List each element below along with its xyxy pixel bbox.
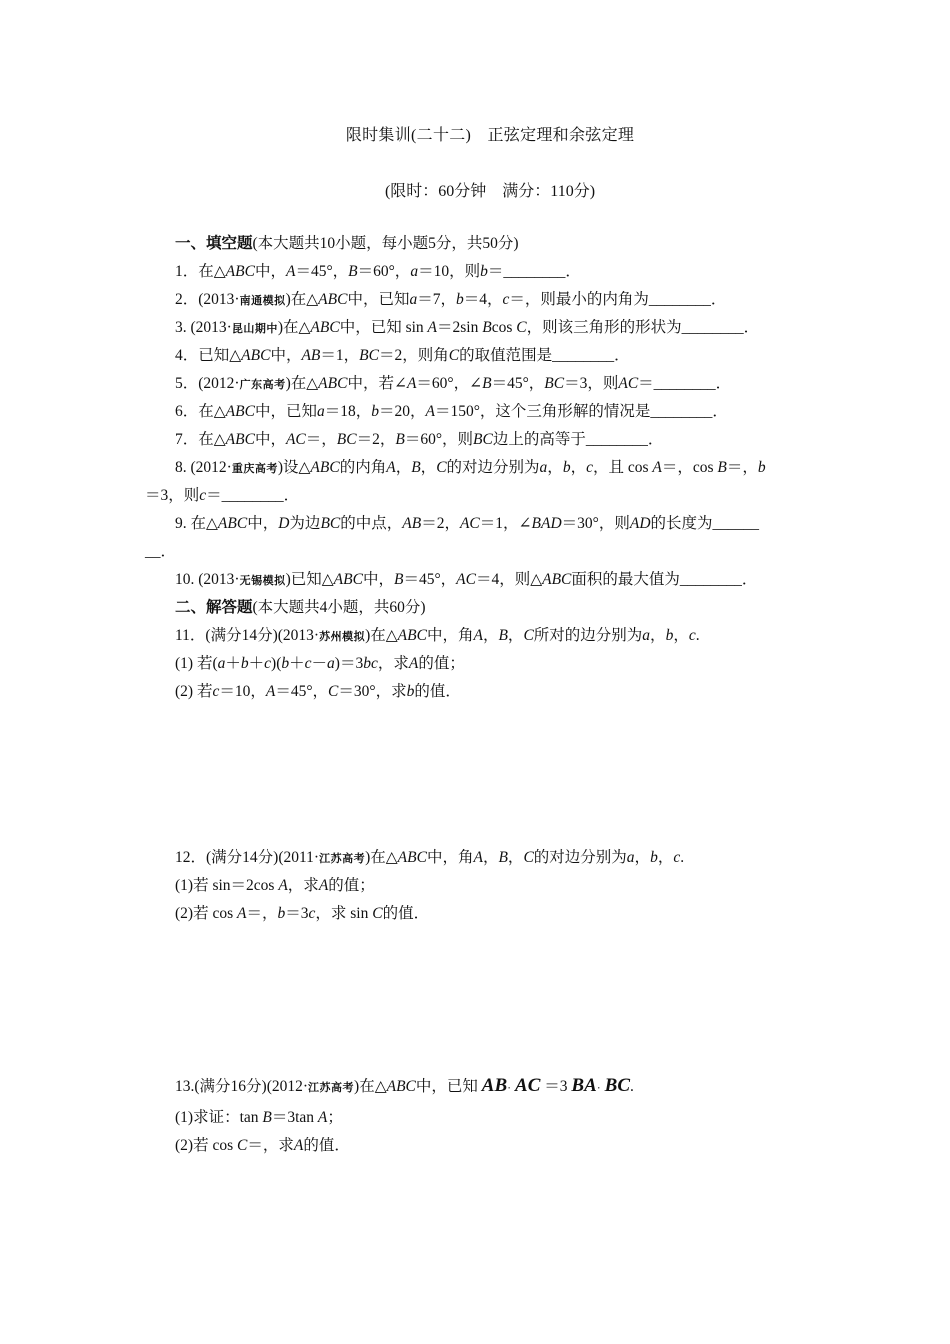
text-fragment: 中，已知 (254, 403, 317, 420)
text-fragment: . (695, 627, 700, 644)
text-fragment: B (498, 849, 508, 866)
question-7 (175, 430, 663, 450)
text-fragment: 6．在△ (175, 403, 226, 420)
text-fragment: 的长度为______ (650, 515, 760, 532)
text-fragment: － (311, 655, 328, 672)
text-fragment: B (262, 1109, 272, 1126)
text-fragment: )在△ (285, 375, 319, 392)
text-fragment: C (523, 849, 534, 866)
text-fragment: BC (359, 347, 379, 364)
text-fragment: 中，已知 (415, 1078, 478, 1095)
text-fragment: )＝3 (334, 655, 364, 672)
question-2 (175, 290, 726, 311)
question-6 (175, 402, 728, 422)
text-fragment: ＋ (225, 655, 241, 672)
text-fragment: ＝10，则 (418, 263, 481, 280)
question-10 (175, 570, 757, 591)
text-fragment: (2) 若 (175, 683, 213, 700)
text-fragment: 中， (362, 571, 394, 588)
text-fragment: A (408, 655, 419, 672)
question-8-continued (145, 486, 299, 506)
text-fragment: a (410, 263, 419, 280)
vector-ab: AB (481, 1075, 508, 1096)
text-fragment: B (717, 459, 727, 476)
text-fragment: A (317, 1109, 328, 1126)
text-fragment: ， (634, 849, 651, 866)
text-fragment: A (386, 459, 396, 476)
text-fragment: ＝60°，则 (404, 431, 474, 448)
text-fragment: ＝，cos (661, 459, 718, 476)
text-fragment: ＝18， (324, 403, 372, 420)
text-fragment: 的值． (382, 905, 430, 922)
text-fragment: (2)若 cos (175, 905, 237, 922)
dot-product-symbol: · (596, 1080, 601, 1095)
text-fragment: a (539, 459, 548, 476)
text-fragment: ＝45°， (403, 571, 457, 588)
text-fragment: ＝3 (285, 905, 309, 922)
text-fragment: 中，角 (426, 849, 474, 866)
text-fragment: 所对的边分别为 (533, 627, 643, 644)
text-fragment: A (237, 905, 247, 922)
text-fragment: AC (456, 571, 476, 588)
text-fragment: (1) 若( (175, 655, 218, 672)
question-12 (175, 848, 684, 869)
text-fragment: ， (657, 849, 674, 866)
text-fragment: AD (629, 515, 651, 532)
question-1 (175, 262, 581, 282)
text-fragment: ＝________． (487, 263, 581, 280)
text-fragment: c (502, 291, 510, 308)
text-fragment: B (482, 319, 492, 336)
text-fragment: b (277, 905, 286, 922)
text-fragment: . (680, 849, 685, 866)
text-fragment: · (507, 1080, 512, 1095)
text-fragment: ＝30°，则 (561, 515, 630, 532)
text-fragment: c (586, 459, 593, 476)
text-fragment: ABC (217, 515, 248, 532)
text-fragment: 的取值范围是________． (459, 347, 630, 364)
text-fragment: ABC (225, 263, 255, 280)
text-fragment: ＝，求 (247, 1137, 294, 1154)
text-fragment: )在△ (285, 291, 319, 308)
question-11-part-1 (175, 654, 465, 674)
text-fragment: ，求 (287, 877, 319, 894)
text-fragment: 10. (2013· (175, 571, 240, 588)
text-fragment: ，求 (377, 655, 409, 672)
question-13-part-2 (175, 1136, 350, 1156)
source-tag: 江苏高考 (319, 852, 366, 865)
text-fragment: B (482, 375, 492, 392)
text-fragment: bc (363, 655, 378, 672)
text-fragment: 的中点， (340, 515, 403, 532)
text-fragment: 4．已知△ (175, 347, 242, 364)
text-fragment: a (642, 627, 651, 644)
text-fragment: b (240, 655, 249, 672)
text-fragment: D (278, 515, 290, 532)
text-fragment: 中， (254, 263, 286, 280)
text-fragment: ＝4，则△ (475, 571, 543, 588)
text-fragment: a (327, 655, 335, 672)
text-fragment: A (285, 263, 296, 280)
text-fragment: 中， (254, 431, 286, 448)
text-fragment: )在△ (365, 849, 398, 866)
question-5 (175, 374, 731, 395)
text-fragment: A (406, 375, 417, 392)
text-fragment: ＝1， (320, 347, 360, 364)
source-tag: 昆山期中 (231, 322, 278, 335)
text-fragment: ＝45°， (491, 375, 545, 392)
text-fragment: ABC (333, 571, 363, 588)
text-fragment: . (630, 1078, 634, 1095)
text-fragment: ＝________． (206, 487, 300, 504)
text-fragment: BC (336, 431, 357, 448)
text-fragment: 13.(满分16分)(2012· (175, 1078, 309, 1095)
text-fragment: 9. 在△ (175, 515, 218, 532)
text-fragment: b (406, 683, 415, 700)
text-fragment: 的值． (414, 683, 461, 700)
text-fragment: ， (482, 627, 499, 644)
text-fragment: A (278, 877, 288, 894)
text-fragment: B (393, 571, 404, 588)
text-fragment: ， (507, 627, 524, 644)
question-13 (175, 1074, 634, 1100)
text-fragment: ＝________． (638, 375, 732, 392)
text-fragment: cos (491, 319, 517, 336)
section-heading-note: (本大题共10小题，每小题5分，共50分) (252, 235, 519, 252)
text-fragment: 的值； (418, 655, 465, 672)
text-fragment: )( (271, 655, 282, 672)
text-fragment: ABC (225, 403, 255, 420)
text-fragment: b (562, 459, 571, 476)
text-fragment: ＝2， (356, 431, 396, 448)
text-fragment: (1)求证：tan (175, 1109, 263, 1126)
text-fragment: ，求 sin (315, 905, 373, 922)
text-fragment: ABC (225, 431, 255, 448)
text-fragment: )在△ (354, 1078, 387, 1095)
text-fragment: A (473, 849, 483, 866)
text-fragment: ＝30°，求 (338, 683, 407, 700)
text-fragment: 5．(2012· (175, 375, 240, 392)
text-fragment: C (436, 459, 447, 476)
text-fragment: c (688, 627, 696, 644)
text-fragment: 8. (2012· (175, 459, 232, 476)
text-fragment: ， (420, 459, 437, 476)
text-fragment: AB (301, 347, 321, 364)
text-fragment: 边上的高等于________． (492, 431, 664, 448)
text-fragment: ＝2sin (437, 319, 483, 336)
text-fragment: BC (320, 515, 341, 532)
text-fragment: b (371, 403, 379, 420)
text-fragment: ＝2， (421, 515, 460, 532)
text-fragment: c (304, 655, 312, 672)
text-fragment: BC (544, 375, 565, 392)
text-fragment: 中，若∠ (347, 375, 407, 392)
vector-bc: BC (604, 1075, 630, 1096)
text-fragment: b (650, 849, 658, 866)
text-fragment: AC (285, 431, 306, 448)
text-fragment: 中，角 (426, 627, 474, 644)
text-fragment: ＝， (305, 431, 337, 448)
text-fragment: A (473, 627, 483, 644)
document-title: 限时集训(二十二) 正弦定理和余弦定理 (345, 127, 635, 144)
text-fragment: C (448, 347, 460, 364)
section-heading-label: 一、填空题 (175, 235, 253, 252)
text-fragment: ＝， (246, 905, 278, 922)
text-fragment: ， (482, 849, 499, 866)
source-tag: 广东高考 (239, 378, 286, 391)
question-8 (175, 458, 766, 479)
text-fragment: 2．(2013· (175, 291, 240, 308)
text-fragment: A (427, 319, 438, 336)
text-fragment: B (348, 263, 358, 280)
question-4 (175, 346, 630, 366)
text-fragment: 的对边分别为 (533, 849, 627, 866)
text-fragment: ＝7， (417, 291, 456, 308)
question-11-part-2 (175, 682, 461, 702)
text-fragment: ABC (241, 347, 271, 364)
text-fragment: ABC (310, 459, 340, 476)
text-fragment: 3. (2013· (175, 319, 232, 336)
text-fragment: B (411, 459, 421, 476)
text-fragment: ＝60°， (357, 263, 411, 280)
text-fragment: ＝4， (463, 291, 503, 308)
text-fragment: ＝3，则 (564, 375, 619, 392)
text-fragment: A (318, 877, 329, 894)
text-fragment: ， (673, 627, 689, 644)
text-fragment: 为边 (289, 515, 321, 532)
text-fragment: C (516, 319, 527, 336)
text-fragment: )在△ (277, 319, 311, 336)
text-fragment: ＝3 (544, 1078, 568, 1095)
text-fragment: 的值． (303, 1137, 350, 1154)
text-fragment: ， (507, 849, 524, 866)
text-fragment: ABC (542, 571, 572, 588)
text-fragment: b (480, 263, 488, 280)
source-tag: 无锡模拟 (239, 574, 286, 587)
text-fragment: BAD (531, 515, 562, 532)
text-fragment: C (523, 627, 534, 644)
text-fragment: B (498, 627, 508, 644)
source-tag: 南通模拟 (239, 294, 286, 307)
text-fragment: )已知△ (285, 571, 334, 588)
text-fragment: ＝，则最小的内角为________． (509, 291, 727, 308)
text-fragment: ， (547, 459, 563, 476)
text-fragment: C (237, 1137, 248, 1154)
text-fragment: ＝150°，这个三角形解的情况是________． (434, 403, 728, 420)
text-fragment: 中， (247, 515, 279, 532)
text-fragment: b (665, 627, 674, 644)
question-9-continued (145, 542, 176, 562)
text-fragment: AC (459, 515, 480, 532)
text-fragment: ＝3，则 (145, 487, 200, 504)
text-fragment: ABC (397, 849, 427, 866)
text-fragment: ， (570, 459, 587, 476)
text-fragment: (1)若 sin＝2cos (175, 877, 279, 894)
text-fragment: a (626, 849, 635, 866)
question-11 (175, 626, 700, 647)
text-fragment: 中，已知 sin (339, 319, 428, 336)
text-fragment: ＝1，∠ (479, 515, 532, 532)
text-fragment: ＝60°，∠ (416, 375, 483, 392)
text-fragment: C (372, 905, 383, 922)
text-fragment: 面积的最大值为________． (571, 571, 758, 588)
question-12-part-1 (175, 876, 375, 896)
text-fragment: A (265, 683, 276, 700)
text-fragment: 中，已知 (347, 291, 410, 308)
text-fragment: c (308, 905, 316, 922)
text-fragment: ， (395, 459, 412, 476)
vector-ba: BA (571, 1075, 597, 1096)
document-subtitle: (限时：60分钟 满分：110分) (384, 183, 596, 200)
text-fragment: ＝45°， (295, 263, 349, 280)
text-fragment: ＝10， (219, 683, 266, 700)
question-13-part-1 (175, 1108, 343, 1128)
text-fragment: ABC (310, 319, 340, 336)
source-tag: 苏州模拟 (319, 630, 366, 643)
text-fragment: a (316, 403, 325, 420)
text-fragment: (2)若 cos (175, 1137, 237, 1154)
text-fragment: AB (402, 515, 422, 532)
text-fragment: ＋ (289, 655, 305, 672)
text-fragment: 11．(满分14分)(2013· (175, 627, 320, 644)
text-fragment: )设△ (277, 459, 311, 476)
text-fragment: ， (650, 627, 666, 644)
text-fragment: b (455, 291, 464, 308)
text-fragment: 7．在△ (175, 431, 226, 448)
text-fragment: BC (473, 431, 493, 448)
text-fragment: 12．(满分14分)(2011· (175, 849, 320, 866)
text-fragment: ＝3tan (271, 1109, 318, 1126)
text-fragment: c (264, 655, 272, 672)
text-fragment: ＋ (248, 655, 265, 672)
text-fragment: ＝2，则角 (378, 347, 449, 364)
source-tag: 江苏高考 (308, 1081, 355, 1094)
text-fragment: ＝20， (378, 403, 426, 420)
text-fragment: ，且 cos (592, 459, 653, 476)
question-9 (175, 514, 759, 534)
text-fragment: ； (327, 1109, 343, 1126)
text-fragment: )在△ (365, 627, 398, 644)
text-fragment: 的内角 (339, 459, 387, 476)
section-heading-answers (175, 598, 426, 618)
text-fragment: a (409, 291, 418, 308)
text-fragment: __． (145, 543, 177, 560)
text-fragment: 的对边分别为 (446, 459, 540, 476)
text-fragment: b (757, 459, 766, 476)
text-fragment: C (328, 683, 339, 700)
text-fragment: 1．在△ (175, 263, 226, 280)
text-fragment: ，则该三角形的形状为________． (526, 319, 760, 336)
text-fragment: c (199, 487, 207, 504)
text-fragment: a (217, 655, 226, 672)
text-fragment: ABC (386, 1078, 416, 1095)
text-fragment: ABC (397, 627, 427, 644)
text-fragment: 的值； (328, 877, 375, 894)
section-heading-note: (本大题共4小题，共60分) (252, 599, 426, 616)
text-fragment: ＝， (726, 459, 758, 476)
vector-ac: AC (515, 1075, 541, 1096)
text-fragment: A (293, 1137, 304, 1154)
text-fragment: ABC (318, 375, 348, 392)
text-fragment: A (425, 403, 435, 420)
section-heading-fill-in (175, 234, 519, 254)
text-fragment: AC (618, 375, 639, 392)
text-fragment: ABC (318, 291, 348, 308)
source-tag: 重庆高考 (231, 462, 278, 475)
question-12-part-2 (175, 904, 429, 924)
text-fragment: b (281, 655, 290, 672)
section-heading-label: 二、解答题 (175, 599, 253, 616)
text-fragment: c (212, 683, 220, 700)
question-3 (175, 318, 759, 339)
text-fragment: c (673, 849, 681, 866)
text-fragment: ＝45°， (275, 683, 329, 700)
text-fragment: B (395, 431, 405, 448)
text-fragment: A (652, 459, 662, 476)
text-fragment: 中， (270, 347, 302, 364)
